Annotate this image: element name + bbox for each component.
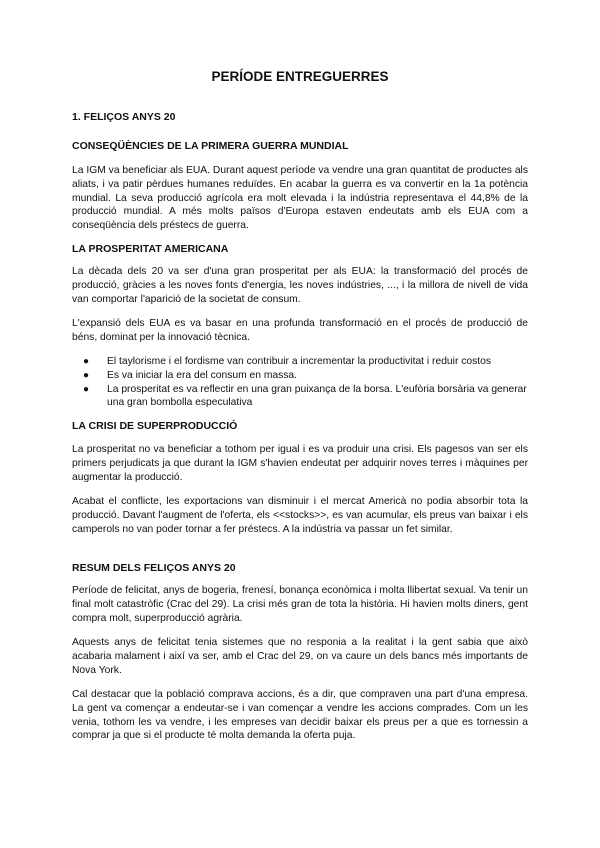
bullet-icon: ● <box>83 369 90 381</box>
list-item <box>72 383 528 411</box>
paragraph: L'expansió dels EUA es va basar en una profunda transformació en el procés de producció de béns, dominat per la innovació tècnica. <box>72 318 528 343</box>
list-item-text: Es va iniciar la era del consum en massa. <box>107 369 298 381</box>
paragraph: Període de felicitat, anys de bogeria, frenesí, bonança econòmica i molta llibertat sexual. Va tenir un final molt catastròfic (Crac del 29). La crisi més gran de tota la història. Hi havien molts diners, gent compra molt, superproducció agrària. <box>72 585 528 624</box>
list-item-text: El taylorisme i el fordisme van contribuir a incrementar la productivitat i reduir costos <box>107 356 491 367</box>
section-heading: CONSEQÜÈNCIES DE LA PRIMERA GUERRA MUNDIAL <box>72 140 349 152</box>
list-item <box>72 369 528 383</box>
bullet-list <box>72 355 528 410</box>
section-heading: RESUM DELS FELIÇOS ANYS 20 <box>72 562 236 574</box>
list-item-text: La prosperitat es va reflectir en una gran puixança de la borsa. L'eufòria borsària va generar una gran bombolla especulativa <box>107 383 527 409</box>
section-heading: LA CRISI DE SUPERPRODUCCIÓ <box>72 420 238 432</box>
bullet-icon: ● <box>83 356 90 367</box>
bullet-icon: ● <box>83 383 90 395</box>
list-item <box>72 355 528 369</box>
paragraph: La IGM va beneficiar als EUA. Durant aquest període va vendre una gran quantitat de productes als aliats, i va patir pèrdues humanes reduïdes. En acabar la guerra es va convertir en la 1a potència mundial. La seva producció agrícola era molt elevada i la indústria representava el 44,8% de la producció mundial. A més molts països d'Europa estaven endeutats amb els EUA com a conseqüència dels préstecs de guerra. <box>72 165 528 232</box>
section-heading: LA PROSPERITAT AMERICANA <box>72 243 229 255</box>
paragraph: Acabat el conflicte, les exportacions van disminuir i el mercat Americà no podia absorbir tota la producció. Davant l'augment de l'oferta, els <<stocks>>, es van acumular, els preus van baixar i els camperols no van poder tornar a fer préstecs. A la indústria va passar un fet similar. <box>72 496 528 535</box>
paragraph: La prosperitat no va beneficiar a tothom per igual i es va produir una crisi. Els pagesos van ser els primers perjudicats ja que durant la IGM s'havien endeutat per adquirir noves terres i màquines per augmentar la producció. <box>72 444 528 483</box>
paragraph: Aquests anys de felicitat tenia sistemes que no responia a la realitat i la gent sabia que això acabaria malament i així va ser, amb el Crac del 29, on va caure un dels bancs més importants de Nova York. <box>72 637 528 676</box>
section-heading: 1. FELIÇOS ANYS 20 <box>72 111 176 123</box>
paragraph: Cal destacar que la població comprava accions, és a dir, que compraven una part d'una empresa. La gent va començar a endeutar-se i van començar a vendre les accions comprades. Com un les venia, tothom les va vendre, i les empreses van decidir baixar els preus per a que es tornessin a comprar ja que si el producte té molta demanda la oferta puja. <box>72 689 528 742</box>
document-title: PERÍODE ENTREGUERRES <box>211 69 389 84</box>
paragraph: La dècada dels 20 va ser d'una gran prosperitat per als EUA: la transformació del procés de producció, gràcies a les noves fonts d'energia, les noves indústries, ..., i la millora de nivell de vida van comportar l'aparició de la societat de consum. <box>72 266 528 305</box>
